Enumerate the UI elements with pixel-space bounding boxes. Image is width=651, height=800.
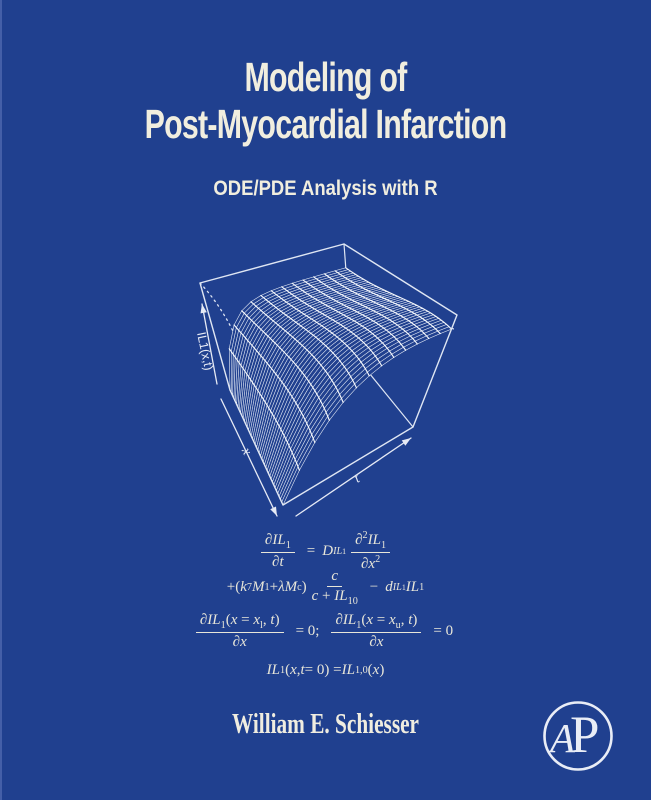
equation-initial-condition: IL 1 ( x , t = 0) = IL 1,0 ( x ) bbox=[266, 662, 385, 678]
book-subtitle: ODE/PDE Analysis with R bbox=[213, 177, 438, 200]
surface-plot-3d bbox=[150, 225, 540, 525]
book-title bbox=[0, 54, 651, 148]
logo-letter-p: P bbox=[570, 706, 600, 764]
equation-pde: $\frac{\partial IL_1}{\partial t}$ = D IL1 $\partial^2IL_1$ $\partial x^2$ bbox=[0, 530, 651, 573]
logo-letter-a: A bbox=[550, 715, 576, 761]
title-line-2: Post-Myocardial Infarction bbox=[144, 101, 507, 147]
equation-pde-continued: +( k 7 M 1 + λM c ) c $c + IL_{10}$ − d IL1 IL 1 bbox=[226, 568, 425, 607]
x-axis-label: x bbox=[238, 445, 255, 458]
equation-boundary-conditions: $\frac{\partial IL_1(x = x_l, t)}{\partial x}$ = 0; $\frac{\partial IL_1(x = x_u, t)}{\partial x}$ = 0 bbox=[0, 612, 651, 651]
author-name: William E. Schiesser bbox=[231, 709, 419, 740]
t-axis-label: t bbox=[351, 471, 363, 487]
academic-press-logo-icon bbox=[536, 694, 620, 778]
z-axis-label: IL1(x,t) bbox=[194, 330, 216, 372]
title-line-1: Modeling of bbox=[244, 54, 407, 100]
